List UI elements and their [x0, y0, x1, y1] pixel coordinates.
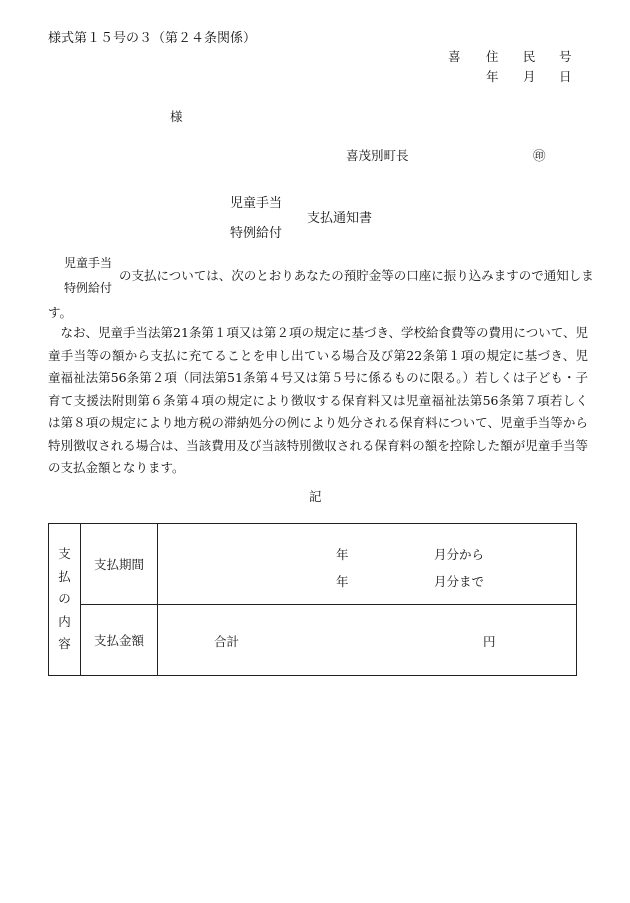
form-number: 様式第１５号の３（第２４条関係）: [48, 31, 257, 46]
intro-benefit-line2: 特例給付: [64, 281, 113, 295]
seal-mark: ㊞: [533, 148, 546, 163]
doc-number-prefix: 喜: [448, 49, 461, 64]
title-line1: 児童手当: [230, 196, 283, 211]
payment-amount-label: 支払金額: [81, 605, 158, 676]
intro-text-end: す。: [48, 305, 73, 320]
notice-paragraph: なお、児童手当法第21条第１項又は第２項の規定に基づき、学校給食費等の費用について、児童手当等の額から支払に充てることを申し出ている場合及び第22条第１項の規定に基づき、児童福祉法第56条第２項（同法第51条第４号又は第５号に係るものに限る。）若しくは子ども・子育て支援法附則第６条第４項の規定により徴収する保育料又は児童福祉法第56条第７項若しくは第８項の規定により地方税の滞納処分の例により処分される保育料について、児童手当等から特別徴収される場合は、当該費用及び当該特別徴収される保育料の額を控除した額が児童手当等の支払金額となります。: [48, 325, 588, 475]
doc-number-series: 住: [486, 49, 499, 64]
intro-text: の支払については、次のとおりあなたの預貯金等の口座に振り込みますので通知しま: [119, 268, 594, 283]
payment-period-label: 支払期間: [81, 524, 158, 605]
payment-period-row: [49, 524, 577, 605]
title-suffix: 支払通知書: [307, 211, 373, 226]
issuer-name: 喜茂別町長: [346, 148, 409, 163]
doc-number-label: 号: [559, 49, 572, 64]
payment-amount-value: 合計 円: [158, 605, 577, 676]
recipient-suffix: 様: [170, 109, 183, 124]
ki-heading: 記: [309, 489, 322, 504]
title-line2: 特例給付: [230, 226, 283, 241]
date-month: 月: [523, 69, 536, 84]
payment-period-value: 年 月分から 年 月分まで: [158, 524, 577, 605]
doc-number-dept: 民: [523, 49, 536, 64]
date-day: 日: [559, 69, 572, 84]
date-year: 年: [486, 69, 499, 84]
payment-content-label: 支 払 の 内 容: [49, 524, 81, 676]
payment-table: [48, 523, 577, 676]
payment-amount-row: [49, 605, 577, 676]
intro-benefit-line1: 児童手当: [64, 256, 113, 270]
